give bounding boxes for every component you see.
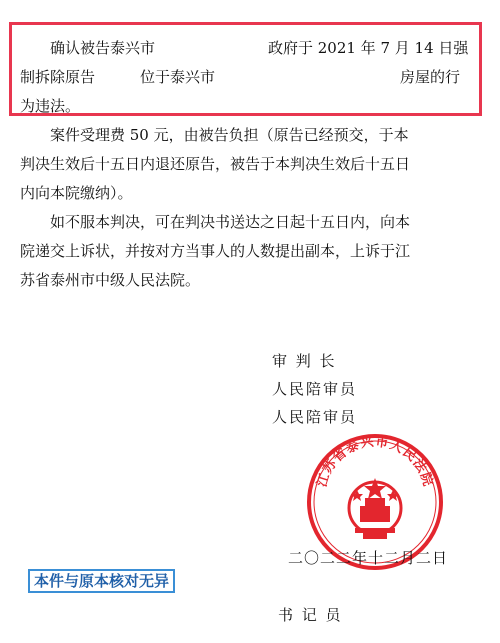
appeal-line-2: 院递交上诉状，并按对方当事人的人数提出副本，上诉于江 (20, 242, 411, 260)
box-line-3: 为违法。 (20, 97, 81, 115)
fee-line-1: 案件受理费 50 元，由被告负担（原告已经预交，于本 (50, 126, 409, 144)
box-line-1a: 确认被告泰兴市 (50, 39, 156, 57)
appeal-line-1: 如不服本判决，可在判决书送达之日起十五日内，向本 (50, 213, 411, 231)
judgment-date: 二〇二二年十二月二日 (288, 549, 449, 567)
clerk-label: 书 记 员 (278, 606, 343, 624)
fee-line-3: 内向本院缴纳）。 (20, 184, 133, 202)
box-line-1b: 政府于 2021 年 7 月 14 日强 (268, 39, 469, 57)
box-line-2c: 房屋的行 (400, 68, 461, 86)
chief-judge-label: 审 判 长 (272, 352, 337, 370)
fee-line-2: 判决生效后十五日内退还原告，被告于本判决生效后十五日 (20, 155, 411, 173)
assessor-1-label: 人民陪审员 (272, 380, 358, 398)
assessor-2-label: 人民陪审员 (272, 408, 358, 426)
appeal-line-3: 苏省泰州市中级人民法院。 (20, 271, 201, 289)
box-line-2b: 位于泰兴市 (140, 68, 216, 86)
box-line-2a: 制拆除原告 (20, 68, 96, 86)
certification-stamp: 本件与原本核对无异 (28, 569, 175, 593)
seal-text: 江苏省泰兴市人民法院 (314, 434, 436, 489)
